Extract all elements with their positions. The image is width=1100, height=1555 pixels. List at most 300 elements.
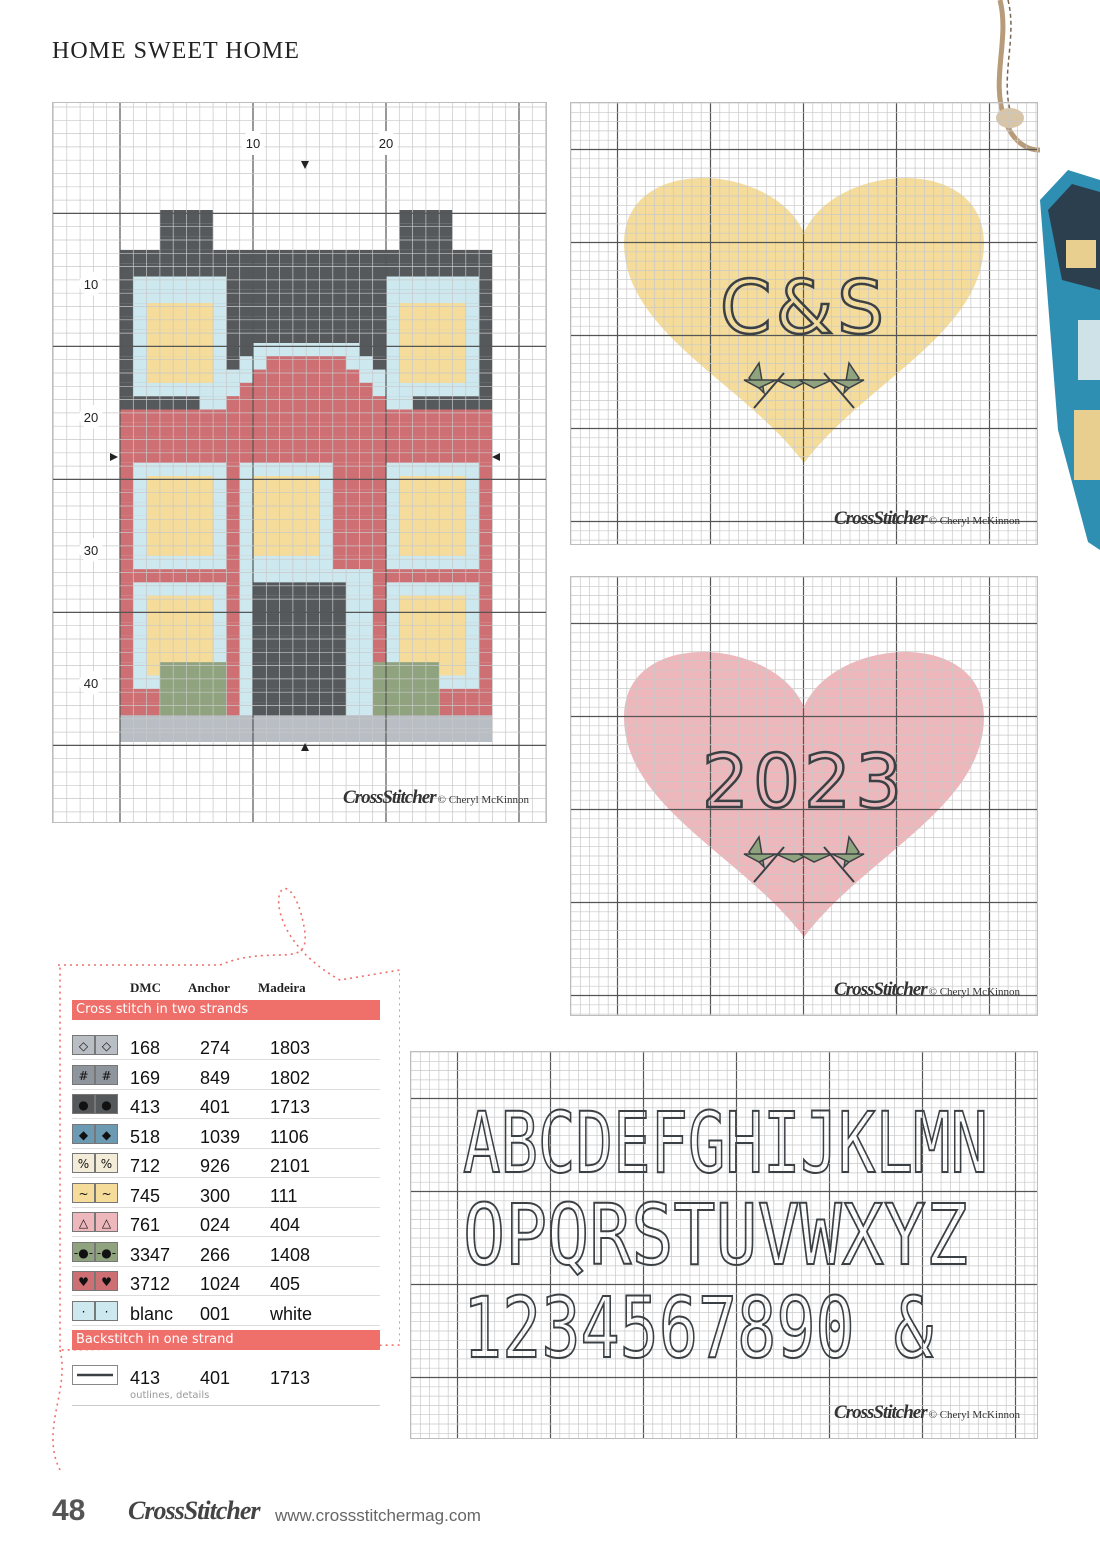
wall-stitch — [466, 689, 479, 702]
year-text: 2023 — [701, 739, 907, 825]
wall-stitch — [160, 423, 173, 436]
trim-stitch — [386, 476, 399, 489]
yellow-heart-grid — [571, 103, 1037, 544]
swatch-symbol: · — [104, 1304, 109, 1319]
door-stitch — [253, 609, 266, 622]
wall-stitch — [133, 410, 146, 423]
window-stitch — [439, 622, 452, 635]
roof-stitch — [373, 303, 386, 316]
wall-stitch — [346, 543, 359, 556]
door-stitch — [280, 689, 293, 702]
door-frame-stitch — [346, 622, 359, 635]
wall-stitch — [133, 423, 146, 436]
chimney-stitch — [413, 237, 426, 250]
window-stitch — [439, 516, 452, 529]
roof-stitch — [187, 396, 200, 409]
bush-stitch — [426, 676, 439, 689]
roof-stitch — [293, 290, 306, 303]
door-frame-stitch — [359, 596, 372, 609]
window-stitch — [173, 330, 186, 343]
bush-stitch — [399, 702, 412, 715]
trim-stitch — [173, 582, 186, 595]
roof-stitch — [479, 396, 492, 409]
row-label: 30 — [83, 542, 99, 558]
key-madeira: 1713 — [270, 1097, 311, 1117]
key-anchor: 001 — [200, 1303, 231, 1324]
wall-stitch — [120, 662, 133, 675]
wall-stitch — [346, 449, 359, 462]
wall-stitch — [133, 449, 146, 462]
door-stitch — [306, 622, 319, 635]
wall-stitch — [333, 543, 346, 556]
wall-stitch — [120, 423, 133, 436]
roof-stitch — [346, 277, 359, 290]
roof-stitch — [280, 263, 293, 276]
bush-stitch — [187, 662, 200, 675]
window-stitch — [413, 596, 426, 609]
roof-stitch — [240, 330, 253, 343]
gable-stitch — [333, 396, 346, 409]
window-stitch — [399, 516, 412, 529]
roof-stitch — [120, 316, 133, 329]
roof-stitch — [359, 263, 372, 276]
trim-stitch — [320, 476, 333, 489]
roof-stitch — [413, 263, 426, 276]
wall-stitch — [226, 516, 239, 529]
swatch-symbol: ♥ — [78, 1275, 89, 1289]
wall-stitch — [426, 410, 439, 423]
trim-stitch — [213, 582, 226, 595]
wall-stitch — [373, 582, 386, 595]
trim-stitch — [453, 463, 466, 476]
trim-stitch — [200, 556, 213, 569]
roof-stitch — [226, 330, 239, 343]
window-stitch — [453, 370, 466, 383]
window-stitch — [413, 330, 426, 343]
chimney-stitch — [160, 237, 173, 250]
window-stitch — [266, 529, 279, 542]
key-header-madeira: Madeira — [258, 980, 306, 995]
window-stitch — [306, 476, 319, 489]
window-stitch — [439, 303, 452, 316]
door-stitch — [306, 636, 319, 649]
wall-stitch — [466, 436, 479, 449]
wall-stitch — [439, 423, 452, 436]
roof-stitch — [479, 303, 492, 316]
trim-stitch — [386, 543, 399, 556]
trim-stitch — [133, 316, 146, 329]
key-row-761 — [72, 1207, 380, 1237]
window-stitch — [399, 489, 412, 502]
wall-stitch — [133, 689, 146, 702]
trim-stitch — [133, 290, 146, 303]
roof-stitch — [320, 290, 333, 303]
window-stitch — [426, 649, 439, 662]
backstitch-madeira: 1713 — [270, 1368, 311, 1388]
wall-stitch — [373, 489, 386, 502]
wall-stitch — [373, 622, 386, 635]
window-stitch — [187, 516, 200, 529]
trim-stitch — [147, 383, 160, 396]
roof-stitch — [280, 277, 293, 290]
window-stitch — [399, 503, 412, 516]
bush-stitch — [399, 676, 412, 689]
trim-stitch — [213, 649, 226, 662]
wall-stitch — [333, 423, 346, 436]
trim-stitch — [320, 463, 333, 476]
key-dmc: 712 — [130, 1156, 161, 1176]
bush-stitch — [426, 662, 439, 675]
chart-credit — [834, 1402, 1020, 1424]
window-stitch — [413, 609, 426, 622]
wall-stitch — [373, 569, 386, 582]
roof-stitch — [320, 303, 333, 316]
roof-stitch — [147, 396, 160, 409]
key-anchor: 926 — [200, 1156, 231, 1176]
key-dmc: 761 — [130, 1215, 161, 1235]
trim-stitch — [399, 582, 412, 595]
window-stitch — [173, 316, 186, 329]
roof-stitch — [120, 343, 133, 356]
window-stitch — [147, 476, 160, 489]
wall-stitch — [466, 410, 479, 423]
trim-stitch — [133, 529, 146, 542]
wall-stitch — [147, 410, 160, 423]
roof-stitch — [173, 250, 186, 263]
trim-stitch — [133, 383, 146, 396]
roof-stitch — [320, 330, 333, 343]
key-header-anchor: Anchor — [188, 980, 230, 995]
roof-stitch — [226, 263, 239, 276]
trim-stitch — [133, 582, 146, 595]
wall-stitch — [147, 702, 160, 715]
roof-stitch — [253, 303, 266, 316]
door-stitch — [266, 662, 279, 675]
wall-stitch — [479, 649, 492, 662]
window-stitch — [200, 330, 213, 343]
door-frame-stitch — [333, 569, 346, 582]
roof-stitch — [373, 263, 386, 276]
trim-stitch — [466, 463, 479, 476]
ground-stitch — [333, 715, 346, 728]
wall-stitch — [226, 622, 239, 635]
wall-stitch — [346, 410, 359, 423]
trim-stitch — [173, 556, 186, 569]
window-stitch — [147, 370, 160, 383]
door-stitch — [320, 622, 333, 635]
roof-stitch — [280, 316, 293, 329]
wall-stitch — [346, 489, 359, 502]
wall-stitch — [346, 436, 359, 449]
window-stitch — [160, 303, 173, 316]
window-stitch — [187, 489, 200, 502]
wall-stitch — [160, 569, 173, 582]
ground-stitch — [253, 729, 266, 742]
column-label: 10 — [245, 136, 261, 151]
wall-stitch — [466, 449, 479, 462]
window-stitch — [426, 609, 439, 622]
key-dmc: 169 — [130, 1067, 161, 1088]
chimney-stitch — [413, 223, 426, 236]
roof-stitch — [479, 356, 492, 369]
trim-stitch — [160, 556, 173, 569]
wall-stitch — [386, 410, 399, 423]
trim-stitch — [453, 277, 466, 290]
trim-stitch — [386, 277, 399, 290]
ground-stitch — [280, 729, 293, 742]
row-label: 10 — [83, 276, 99, 292]
trim-stitch — [200, 277, 213, 290]
wall-stitch — [187, 569, 200, 582]
window-stitch — [280, 529, 293, 542]
door-stitch — [333, 702, 346, 715]
door-frame-stitch — [346, 702, 359, 715]
window-stitch — [173, 303, 186, 316]
window-stitch — [453, 343, 466, 356]
chart-credit — [834, 979, 1020, 1001]
door-stitch — [333, 636, 346, 649]
door-frame-stitch — [240, 662, 253, 675]
trim-stitch — [133, 516, 146, 529]
key-madeira: 1803 — [270, 1038, 311, 1058]
roof-stitch — [240, 250, 253, 263]
gable-stitch — [346, 356, 359, 369]
bush-stitch — [386, 662, 399, 675]
window-stitch — [306, 516, 319, 529]
wall-stitch — [453, 449, 466, 462]
door-stitch — [253, 676, 266, 689]
roof-stitch — [479, 263, 492, 276]
trim-stitch — [173, 277, 186, 290]
gable-stitch — [306, 383, 319, 396]
window-stitch — [399, 636, 412, 649]
trim-stitch — [466, 662, 479, 675]
door-stitch — [333, 596, 346, 609]
window-stitch — [280, 543, 293, 556]
wall-stitch — [120, 463, 133, 476]
key-dmc: 518 — [130, 1126, 161, 1147]
wall-stitch — [120, 476, 133, 489]
window-stitch — [187, 649, 200, 662]
window-stitch — [266, 516, 279, 529]
bush-stitch — [373, 702, 386, 715]
wall-stitch — [399, 436, 412, 449]
gable-stitch — [373, 383, 386, 396]
wall-stitch — [120, 622, 133, 635]
trim-stitch — [386, 303, 399, 316]
window-stitch — [453, 622, 466, 635]
window-stitch — [173, 503, 186, 516]
wall-stitch — [120, 543, 133, 556]
window-stitch — [200, 489, 213, 502]
window-stitch — [147, 596, 160, 609]
gable-stitch — [266, 343, 279, 356]
wall-stitch — [120, 702, 133, 715]
roof-stitch — [280, 250, 293, 263]
roof-stitch — [479, 370, 492, 383]
roof-stitch — [306, 290, 319, 303]
trim-stitch — [133, 343, 146, 356]
wall-stitch — [453, 689, 466, 702]
trim-stitch — [187, 383, 200, 396]
trim-stitch — [386, 529, 399, 542]
trim-stitch — [240, 529, 253, 542]
window-stitch — [280, 503, 293, 516]
ground-stitch — [413, 729, 426, 742]
door-frame-stitch — [240, 636, 253, 649]
roof-stitch — [266, 303, 279, 316]
window-stitch — [280, 476, 293, 489]
roof-stitch — [266, 316, 279, 329]
window-stitch — [200, 503, 213, 516]
window-stitch — [200, 356, 213, 369]
roof-stitch — [346, 290, 359, 303]
roof-stitch — [120, 277, 133, 290]
trim-stitch — [320, 529, 333, 542]
window-stitch — [160, 516, 173, 529]
backstitch-note: outlines, details — [130, 1390, 210, 1401]
trim-stitch — [173, 463, 186, 476]
wall-stitch — [386, 569, 399, 582]
bush-stitch — [160, 689, 173, 702]
door-stitch — [280, 649, 293, 662]
ground-stitch — [399, 729, 412, 742]
roof-stitch — [453, 250, 466, 263]
window-stitch — [160, 330, 173, 343]
key-anchor: 1024 — [200, 1274, 241, 1294]
gable-stitch — [240, 356, 253, 369]
wall-stitch — [333, 556, 346, 569]
wall-stitch — [133, 436, 146, 449]
chimney-stitch — [173, 237, 186, 250]
wall-stitch — [253, 449, 266, 462]
ground-stitch — [266, 729, 279, 742]
wall-stitch — [226, 476, 239, 489]
wall-stitch — [479, 516, 492, 529]
trim-stitch — [466, 476, 479, 489]
wall-stitch — [359, 476, 372, 489]
window-stitch — [173, 636, 186, 649]
window-stitch — [426, 476, 439, 489]
trim-stitch — [213, 476, 226, 489]
alphabet-chart — [410, 1051, 1038, 1439]
window-stitch — [453, 609, 466, 622]
gable-stitch — [306, 396, 319, 409]
window-stitch — [426, 503, 439, 516]
roof-stitch — [240, 316, 253, 329]
window-stitch — [439, 489, 452, 502]
wall-stitch — [120, 529, 133, 542]
swatch-symbol: △ — [101, 1216, 112, 1230]
roof-stitch — [147, 263, 160, 276]
window-stitch — [160, 356, 173, 369]
roof-stitch — [359, 330, 372, 343]
window-stitch — [439, 596, 452, 609]
trim-stitch — [466, 582, 479, 595]
window-stitch — [306, 503, 319, 516]
door-stitch — [293, 649, 306, 662]
trim-stitch — [253, 556, 266, 569]
window-stitch — [187, 476, 200, 489]
trim-stitch — [240, 543, 253, 556]
window-stitch — [200, 529, 213, 542]
window-stitch — [453, 662, 466, 675]
trim-stitch — [213, 489, 226, 502]
wall-stitch — [359, 449, 372, 462]
roof-stitch — [333, 316, 346, 329]
window-stitch — [453, 516, 466, 529]
door-frame-stitch — [240, 582, 253, 595]
window-stitch — [399, 609, 412, 622]
wall-stitch — [293, 449, 306, 462]
wall-stitch — [226, 436, 239, 449]
trim-stitch — [213, 556, 226, 569]
wall-stitch — [226, 503, 239, 516]
trim-stitch — [439, 556, 452, 569]
trim-stitch — [426, 383, 439, 396]
ground-stitch — [147, 715, 160, 728]
chimney-stitch — [439, 237, 452, 250]
trim-stitch — [147, 582, 160, 595]
window-stitch — [413, 622, 426, 635]
wall-stitch — [439, 436, 452, 449]
gable-stitch — [253, 343, 266, 356]
trim-stitch — [240, 489, 253, 502]
gable-stitch — [333, 383, 346, 396]
trim-stitch — [453, 290, 466, 303]
window-stitch — [439, 636, 452, 649]
trim-stitch — [133, 330, 146, 343]
key-dmc: 168 — [130, 1038, 161, 1058]
chart-credit — [343, 787, 529, 809]
roof-stitch — [426, 263, 439, 276]
key-madeira: 1106 — [270, 1126, 309, 1147]
chimney-stitch — [413, 210, 426, 223]
ground-stitch — [320, 715, 333, 728]
bush-stitch — [386, 676, 399, 689]
wall-stitch — [226, 662, 239, 675]
wall-stitch — [479, 423, 492, 436]
window-stitch — [200, 636, 213, 649]
gable-stitch — [293, 396, 306, 409]
wall-stitch — [133, 702, 146, 715]
roof-stitch — [187, 263, 200, 276]
wall-stitch — [373, 649, 386, 662]
key-madeira: 2101 — [270, 1156, 311, 1176]
door-frame-stitch — [346, 662, 359, 675]
trim-stitch — [133, 596, 146, 609]
wall-stitch — [333, 449, 346, 462]
trim-stitch — [213, 516, 226, 529]
wall-stitch — [280, 449, 293, 462]
wall-stitch — [453, 702, 466, 715]
door-frame-stitch — [293, 569, 306, 582]
door-stitch — [320, 702, 333, 715]
roof-stitch — [213, 263, 226, 276]
gable-stitch — [280, 396, 293, 409]
wall-stitch — [200, 449, 213, 462]
door-stitch — [306, 689, 319, 702]
trim-stitch — [386, 370, 399, 383]
door-stitch — [306, 582, 319, 595]
footer-brand: CrossStitcher — [128, 1496, 260, 1525]
door-stitch — [306, 702, 319, 715]
roof-stitch — [320, 263, 333, 276]
wall-stitch — [479, 689, 492, 702]
bush-stitch — [213, 689, 226, 702]
wall-stitch — [346, 503, 359, 516]
roof-stitch — [160, 250, 173, 263]
